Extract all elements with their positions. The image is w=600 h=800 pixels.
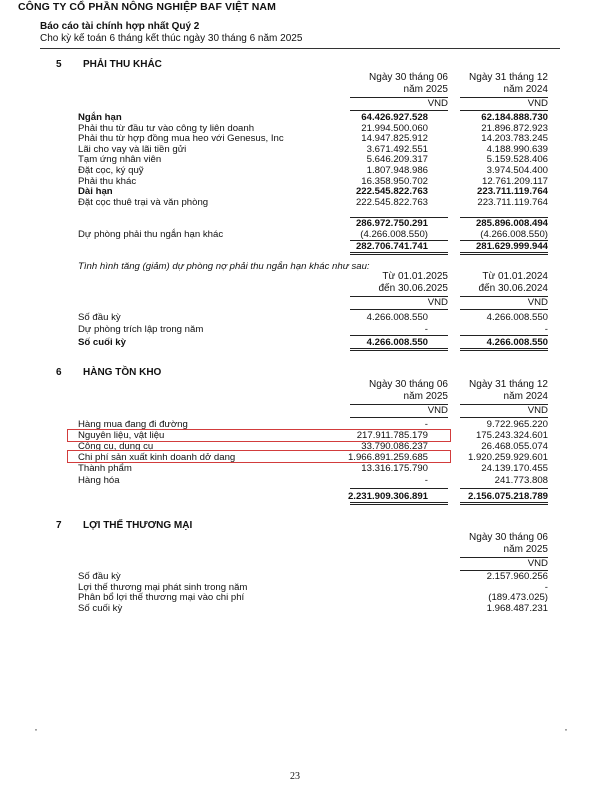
row-value-1: 222.545.822.763 — [355, 196, 428, 208]
row-value-1: 286.972.750.291 — [355, 218, 428, 229]
table-row — [78, 123, 548, 134]
table-row — [78, 144, 548, 155]
row-value-2: 12.761.209.117 — [482, 175, 548, 187]
subtotal-line — [350, 309, 448, 310]
section-7-title: LỢI THẾ THƯƠNG MẠI — [83, 520, 193, 531]
row-value-1: 282.706.741.741 — [355, 241, 428, 252]
row-value-1: 1.966.891.259.685 — [347, 452, 428, 463]
row-value-1: 16.358.950.702 — [361, 175, 428, 187]
total-underline — [460, 348, 548, 351]
total-underline — [460, 502, 548, 505]
row-value-1: 4.266.008.550 — [366, 312, 428, 323]
table-row — [78, 197, 548, 208]
section-6-number: 6 — [56, 367, 62, 378]
s5-note: Tình hình tăng (giảm) dự phòng nợ phải thu ngắn hạn khác như sau: — [78, 261, 370, 272]
row-value-1: - — [424, 419, 428, 430]
row-value-2: 285.896.008.494 — [475, 218, 548, 229]
s5-col2-unit: VND — [527, 98, 548, 109]
table-row — [78, 337, 548, 348]
row-label: Số đầu kỳ — [78, 571, 121, 582]
s5-col2-header: Ngày 31 tháng 12 năm 2024 — [469, 72, 548, 95]
row-value-2: 5.159.528.406 — [486, 154, 548, 166]
row-value-2: 24.139.170.455 — [481, 463, 548, 474]
row-value-1: 21.994.500.060 — [361, 122, 428, 134]
subtotal-line — [460, 488, 548, 489]
row-value-2: (189.473.025) — [488, 592, 548, 603]
s5-col1-unit: VND — [427, 98, 448, 109]
row-label: Phải thu khác — [78, 175, 137, 187]
row-value-2: 4.188.990.639 — [486, 143, 548, 155]
row-value-1: 14.947.825.912 — [361, 133, 428, 145]
s6-col1-header: Ngày 30 tháng 06 năm 2025 — [369, 379, 448, 402]
s5-movement-col1-unit: VND — [427, 297, 448, 308]
row-value-1: - — [424, 324, 428, 335]
row-value-2: 223.711.119.764 — [477, 186, 548, 198]
row-value-2: 1.920.259.929.601 — [467, 452, 548, 463]
row-label: Thành phẩm — [78, 463, 132, 474]
row-label: Hàng hóa — [78, 475, 120, 486]
row-value-2: 1.968.487.231 — [486, 603, 548, 614]
row-label: Dự phòng phải thu ngắn hạn khác — [78, 229, 224, 240]
company-name: CÔNG TY CỔ PHẦN NÔNG NGHIỆP BAF VIỆT NAM — [18, 1, 276, 13]
row-value-2: 241.773.808 — [494, 475, 548, 486]
table-row — [78, 154, 548, 165]
table-row — [78, 324, 548, 335]
row-value-1: - — [424, 475, 428, 486]
s6-col2-header: Ngày 31 tháng 12 năm 2024 — [469, 379, 548, 402]
table-row — [78, 592, 548, 603]
row-value-1: 3.671.492.551 — [366, 143, 428, 155]
row-value-1: 217.911.785.179 — [356, 430, 428, 441]
row-label: Chi phí sản xuất kinh doanh dở dang — [78, 452, 236, 463]
row-value-2: 4.266.008.550 — [486, 312, 548, 323]
provision-row — [78, 229, 548, 240]
table-row — [78, 186, 548, 197]
total-row — [78, 491, 548, 502]
row-value-1: 13.316.175.790 — [361, 463, 428, 474]
s5-movement-col2-unit: VND — [527, 297, 548, 308]
subtotal-line — [350, 488, 448, 489]
highlight-box — [67, 429, 451, 442]
table-row — [78, 603, 548, 614]
row-label: Ngắn hạn — [78, 112, 122, 123]
row-value-2: 281.629.999.944 — [475, 241, 548, 252]
row-label: Phân bổ lợi thế thương mại vào chi phí — [78, 592, 245, 603]
total-underline — [350, 252, 448, 255]
margin-mark: · — [34, 722, 38, 736]
row-label: Lãi cho vay và lãi tiền gửi — [78, 143, 187, 155]
row-value-2: 4.266.008.550 — [486, 337, 548, 348]
table-row — [78, 312, 548, 323]
s6-col2-unit: VND — [527, 405, 548, 416]
row-label: Đặt cọc, ký quỹ — [78, 165, 144, 176]
s7-col-header: Ngày 30 tháng 06 năm 2025 — [469, 532, 548, 555]
row-label: Phải thu từ đầu tư vào công ty liên doanh — [78, 122, 255, 134]
row-value-2: 2.156.075.218.789 — [467, 491, 548, 502]
table-row — [78, 176, 548, 187]
row-value-1: 222.545.822.763 — [355, 186, 428, 198]
report-period: Cho kỳ kế toán 6 tháng kết thúc ngày 30 tháng 6 năm 2025 — [40, 33, 303, 44]
row-value-2: 62.184.888.730 — [481, 112, 548, 123]
page-number: 23 — [290, 771, 300, 782]
table-row — [78, 475, 548, 486]
highlight-box — [67, 450, 451, 463]
section-6-title: HÀNG TỒN KHO — [83, 367, 162, 378]
row-value-2: - — [544, 582, 548, 593]
s7-col-unit: VND — [527, 558, 548, 569]
row-label: Hàng mua đang đi đường — [78, 419, 188, 430]
section-5-number: 5 — [56, 59, 62, 70]
total-underline — [350, 348, 448, 351]
s5-movement-col2-header: Từ 01.01.2024 đến 30.06.2024 — [478, 271, 548, 294]
row-label: Phải thu từ hợp đồng mua heo với Genesus, Inc — [78, 133, 284, 145]
row-label: Dự phòng trích lập trong năm — [78, 324, 204, 335]
row-value-2: 14.203.783.245 — [481, 133, 548, 145]
s5-movement-col1-header: Từ 01.01.2025 đến 30.06.2025 — [378, 271, 448, 294]
row-label: Lợi thế thương mại phát sinh trong năm — [78, 582, 248, 593]
subtotal-line — [350, 335, 448, 336]
table-row — [78, 133, 548, 144]
row-value-1: (4.266.008.550) — [360, 229, 428, 240]
row-value-1: 33.790.086.237 — [361, 441, 428, 452]
row-label: Số cuối kỳ — [78, 603, 123, 614]
subtotal-line — [460, 335, 548, 336]
row-value-2: 26.468.055.074 — [481, 441, 548, 452]
row-value-2: 175.243.324.601 — [475, 430, 548, 441]
row-value-2: (4.266.008.550) — [480, 229, 548, 240]
row-label: Số đầu kỳ — [78, 312, 121, 323]
row-value-2: 9.722.965.220 — [486, 419, 548, 430]
margin-mark: · — [564, 722, 568, 736]
row-value-1: 64.426.927.528 — [361, 112, 428, 123]
s5-col1-header: Ngày 30 tháng 06 năm 2025 — [369, 72, 448, 95]
section-5-title: PHẢI THU KHÁC — [83, 59, 162, 70]
row-value-2: - — [544, 324, 548, 335]
table-row — [78, 463, 548, 474]
table-row — [78, 571, 548, 582]
s6-col1-unit: VND — [427, 405, 448, 416]
subtotal-line — [460, 309, 548, 310]
row-value-1: 2.231.909.306.891 — [347, 491, 428, 502]
subtotal-row — [78, 218, 548, 229]
row-value-2: 3.974.504.400 — [486, 165, 548, 176]
row-label: Nguyên liệu, vật liệu — [78, 430, 165, 441]
row-value-1: 5.646.209.317 — [366, 154, 428, 166]
header-rule — [40, 48, 560, 49]
section-7-number: 7 — [56, 520, 62, 531]
total-row — [78, 241, 548, 252]
row-value-2: 21.896.872.923 — [481, 122, 548, 134]
row-label: Dài hạn — [78, 186, 113, 198]
report-title: Báo cáo tài chính hợp nhất Quý 2 — [40, 21, 200, 32]
row-label: Công cụ, dụng cụ — [78, 441, 154, 452]
total-underline — [460, 252, 548, 255]
row-label: Đặt cọc thuê trại và văn phòng — [78, 196, 209, 208]
row-label: Tạm ứng nhân viên — [78, 154, 162, 166]
row-value-2: 223.711.119.764 — [477, 196, 548, 208]
row-label: Số cuối kỳ — [78, 337, 126, 348]
table-row — [78, 112, 548, 123]
row-value-1: 4.266.008.550 — [366, 337, 428, 348]
total-underline — [350, 502, 448, 505]
row-value-2: 2.157.960.256 — [486, 571, 548, 582]
table-row — [78, 165, 548, 176]
row-value-1: 1.807.948.986 — [366, 165, 428, 176]
